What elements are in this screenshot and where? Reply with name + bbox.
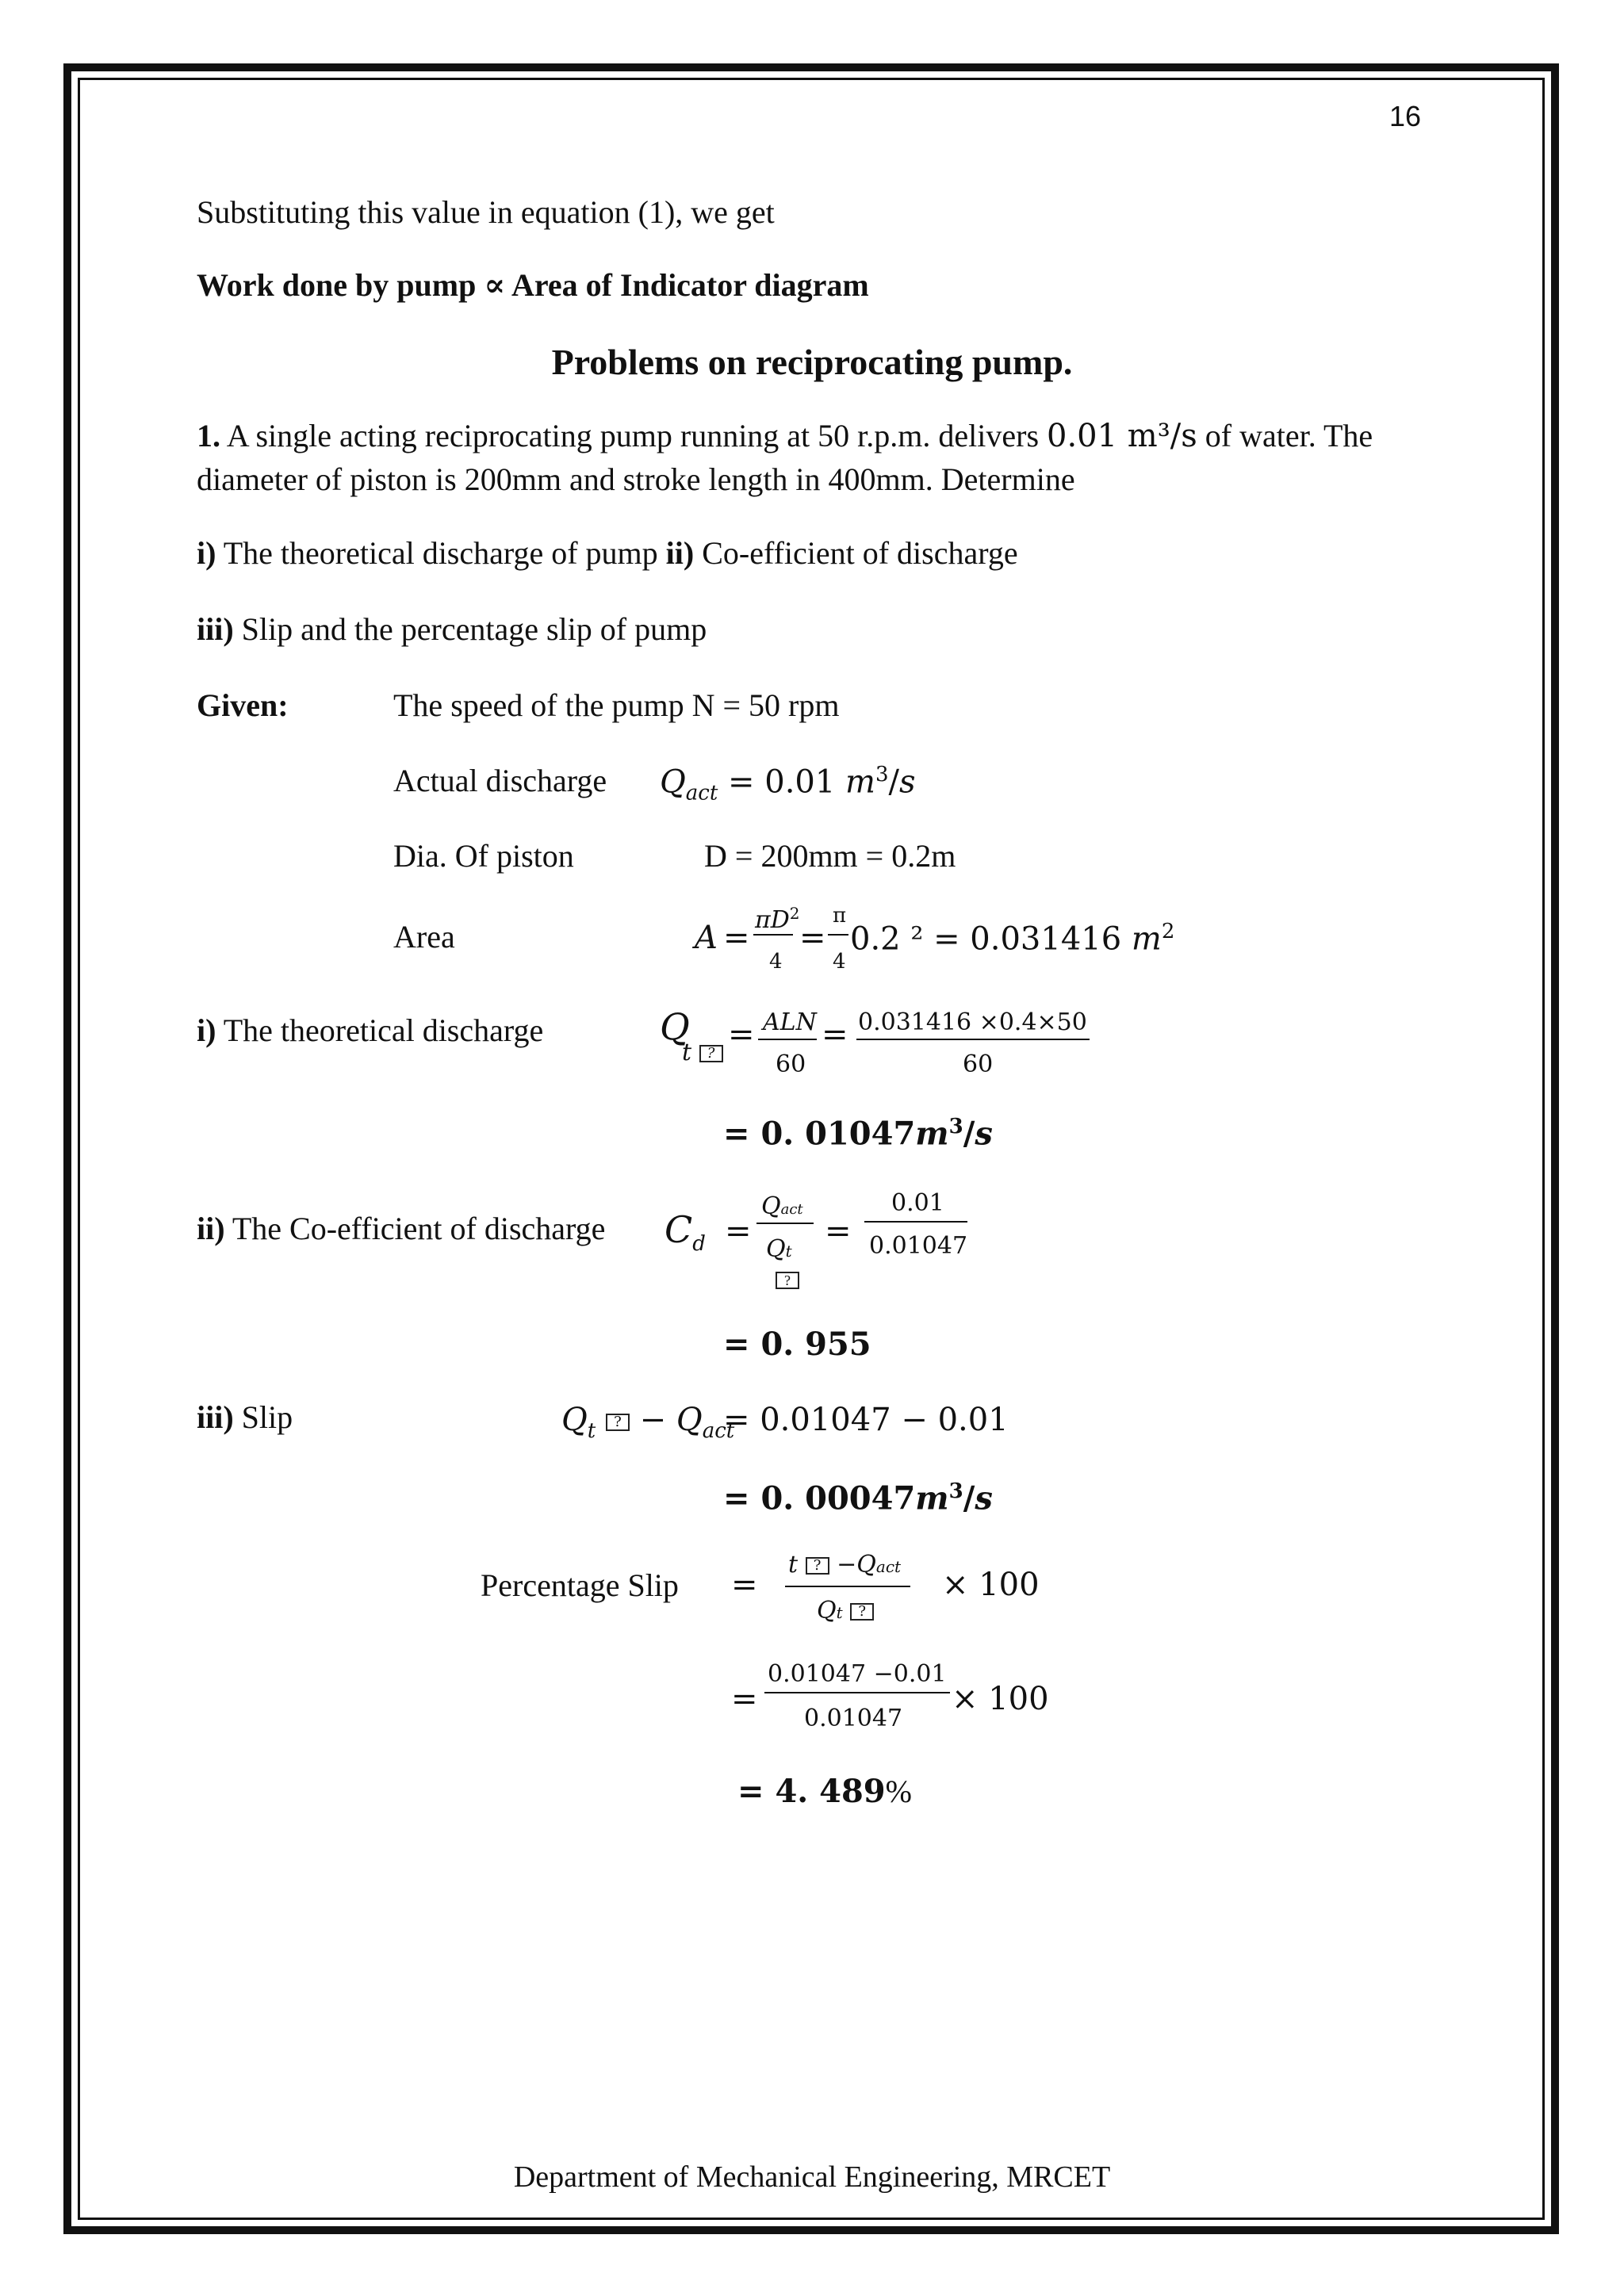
solution-i <box>197 1012 544 1048</box>
page-footer: Department of Mechanical Engineering, MRCET <box>513 2160 1111 2194</box>
percentage-slip-result: = 4. 489% <box>737 1773 912 1810</box>
problem-text-1: A single acting reciprocating pump running at 50 r.p.m. delivers <box>226 418 1040 453</box>
given-actual-value: $Q_{act} = 0.01$ $m^3/s$ <box>660 763 916 806</box>
missing-glyph-icon: ? <box>850 1603 874 1621</box>
slip-formula-lhs: $Q_t$ ? − $Q_{act}$ <box>561 1402 735 1443</box>
percentage-times-100: × 100 <box>942 1567 1040 1603</box>
page-number: 16 <box>1389 100 1422 132</box>
problem-line-2: diameter of piston is 200mm and stroke length in 400mm. Determine <box>197 461 1075 497</box>
part-iii-text: Slip and the percentage slip of pump <box>241 611 707 647</box>
problem-delivery-value: 0.01 m³/s <box>1047 418 1197 454</box>
slip-result: = 0. $00047m^3/s$ <box>723 1479 993 1517</box>
solution-iii <box>197 1399 293 1435</box>
work-done-statement: Work done by pump ∝ Area of Indicator diagram <box>197 267 869 303</box>
given-speed: The speed of the pump N = 50 rpm <box>393 687 840 723</box>
solution-ii-label: ii) <box>197 1211 225 1246</box>
part-i-label: i) <box>197 535 216 571</box>
part-i-text: The theoretical discharge of pump <box>223 535 658 571</box>
problem-line-1 <box>197 420 1373 452</box>
solution-iii-label: iii) <box>197 1399 234 1435</box>
problem-parts-line <box>197 535 1018 571</box>
missing-glyph-icon: ? <box>699 1045 723 1062</box>
solution-ii-text: The Co-efficient of discharge <box>232 1211 606 1246</box>
i-fraction2-denominator: 60 <box>963 1050 994 1078</box>
pct-fraction-numerator: 0.01047 −0.01 <box>768 1660 947 1688</box>
missing-glyph-icon: ? <box>806 1557 829 1575</box>
solution-i-label: i) <box>197 1012 216 1048</box>
solution-i-text: The theoretical discharge <box>223 1012 544 1048</box>
pct-times-100-2: × 100 <box>952 1681 1049 1717</box>
solution-iii-text: Slip <box>241 1399 293 1435</box>
coefficient-discharge-result: = 0. 955 <box>723 1326 871 1363</box>
i-fraction1-numerator: ALN <box>763 1008 817 1036</box>
missing-glyph-icon: ? <box>606 1414 630 1431</box>
substituting-text: Substituting this value in equation (1), we get <box>197 194 775 230</box>
given-actual-label: Actual discharge <box>393 763 607 798</box>
part-iii-label: iii) <box>197 611 234 647</box>
part-ii-label: ii) <box>665 535 695 571</box>
problem-text-1-end: of water. The <box>1205 418 1373 453</box>
given-dia-label: Dia. Of piston <box>393 838 574 874</box>
i-fraction1-denominator: 60 <box>776 1050 806 1078</box>
ii-fraction-denominator: 0.01047 <box>869 1232 968 1260</box>
problem-part-iii <box>197 611 707 647</box>
slip-formula-rhs: = 0.01047 − 0.01 <box>723 1402 1009 1438</box>
part-ii-text: Co-efficient of discharge <box>702 535 1018 571</box>
given-area-label: Area <box>393 919 455 955</box>
pct-fraction-denominator: 0.01047 <box>804 1705 903 1732</box>
section-heading: Problems on reciprocating pump. <box>551 342 1073 382</box>
given-label: Given: <box>197 687 289 723</box>
problem-number: 1. <box>197 418 220 453</box>
missing-glyph-icon: ? <box>776 1272 799 1289</box>
i-fraction2-numerator: 0.031416 ×0.4×50 <box>858 1008 1087 1036</box>
percentage-slip-label: Percentage Slip <box>481 1567 679 1603</box>
given-dia-value: D = 200mm = 0.2m <box>704 838 956 874</box>
theoretical-discharge-result: = 0. $01047m^3/s$ <box>723 1115 993 1153</box>
given-area-value: 0.2 ² = 0.031416 <box>850 920 1122 958</box>
ii-fraction-numerator: 0.01 <box>891 1189 944 1217</box>
solution-ii <box>197 1213 605 1245</box>
